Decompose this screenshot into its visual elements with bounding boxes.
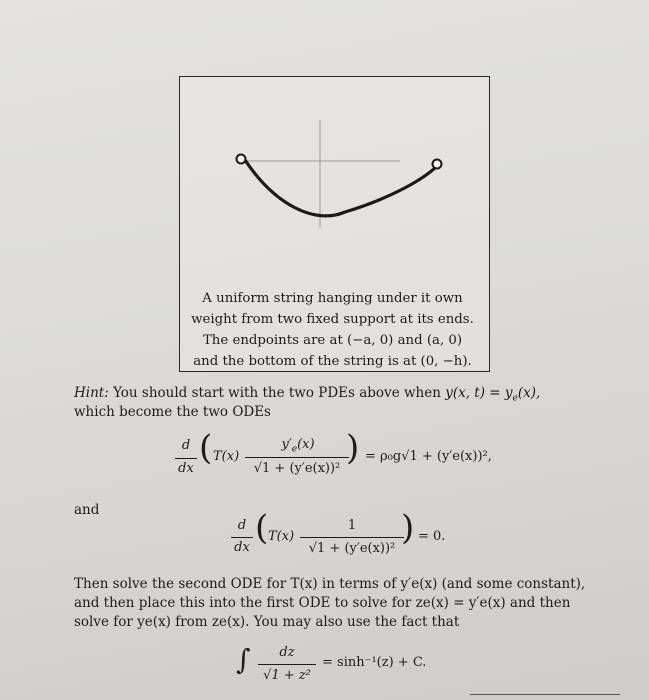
catenary-string [245, 160, 436, 216]
eq1-T: T(x) [213, 449, 240, 464]
caption-line: weight from two fixed support at its ends. [191, 312, 474, 327]
hint-math-sub: e [512, 393, 518, 404]
eq1-dx: dx [178, 461, 194, 476]
left-support-point [237, 155, 246, 164]
eq2-dx: dx [234, 540, 250, 555]
caption-line: The endpoints are at (−a, 0) and (a, 0) [202, 333, 463, 348]
eq2-d: d [237, 518, 247, 533]
eq1-rhs: = ρ₀g√1 + (y′e(x))², [365, 449, 492, 464]
figure-caption [180, 288, 485, 372]
hint-label: Hint: [74, 385, 109, 401]
eq2-numerator: 1 [347, 518, 357, 533]
hint-math: y(x, t) = y [445, 385, 513, 401]
eq1-numerator: $y'_e(x)$ [281, 437, 315, 455]
paragraph-line: Then solve the second ODE for T(x) in terms of y′e(x) (and some constant), [74, 576, 586, 592]
eq2-right-paren: ) [401, 508, 415, 548]
eq3-numerator: dz [279, 645, 295, 660]
eq2-rhs: = 0. [418, 529, 446, 544]
hint-text: You should start with the two PDEs above when [113, 385, 441, 401]
bottom-rule [470, 694, 620, 695]
eq2-T: T(x) [268, 529, 295, 544]
eq3-rhs: = sinh⁻¹(z) + C. [322, 655, 427, 670]
paragraph-line: solve for ye(x) from ze(x). You may also use the fact that [74, 614, 460, 630]
integral-sign: ∫ [236, 643, 251, 676]
eq1-right-paren: ) [346, 428, 360, 468]
eq2-left-paren: ( [255, 508, 269, 548]
right-support-point [433, 160, 442, 169]
caption-line: and the bottom of the string is at (0, −h). [193, 354, 472, 369]
hint-math-end: (x), [517, 385, 541, 401]
eq1-left-paren: ( [199, 428, 213, 468]
hint-line-2: which become the two ODEs [74, 404, 271, 420]
eq3-denominator: √1 + z² [263, 668, 311, 683]
paragraph-line: and then place this into the first ODE to solve for ze(x) = y′e(x) and then [74, 595, 571, 611]
eq1-denominator: √1 + (y′e(x))² [253, 461, 341, 476]
caption-line: A uniform string hanging under it own [202, 291, 463, 306]
and-word: and [74, 502, 100, 518]
eq2-denominator: √1 + (y′e(x))² [308, 541, 396, 556]
eq1-d: d [181, 438, 191, 453]
